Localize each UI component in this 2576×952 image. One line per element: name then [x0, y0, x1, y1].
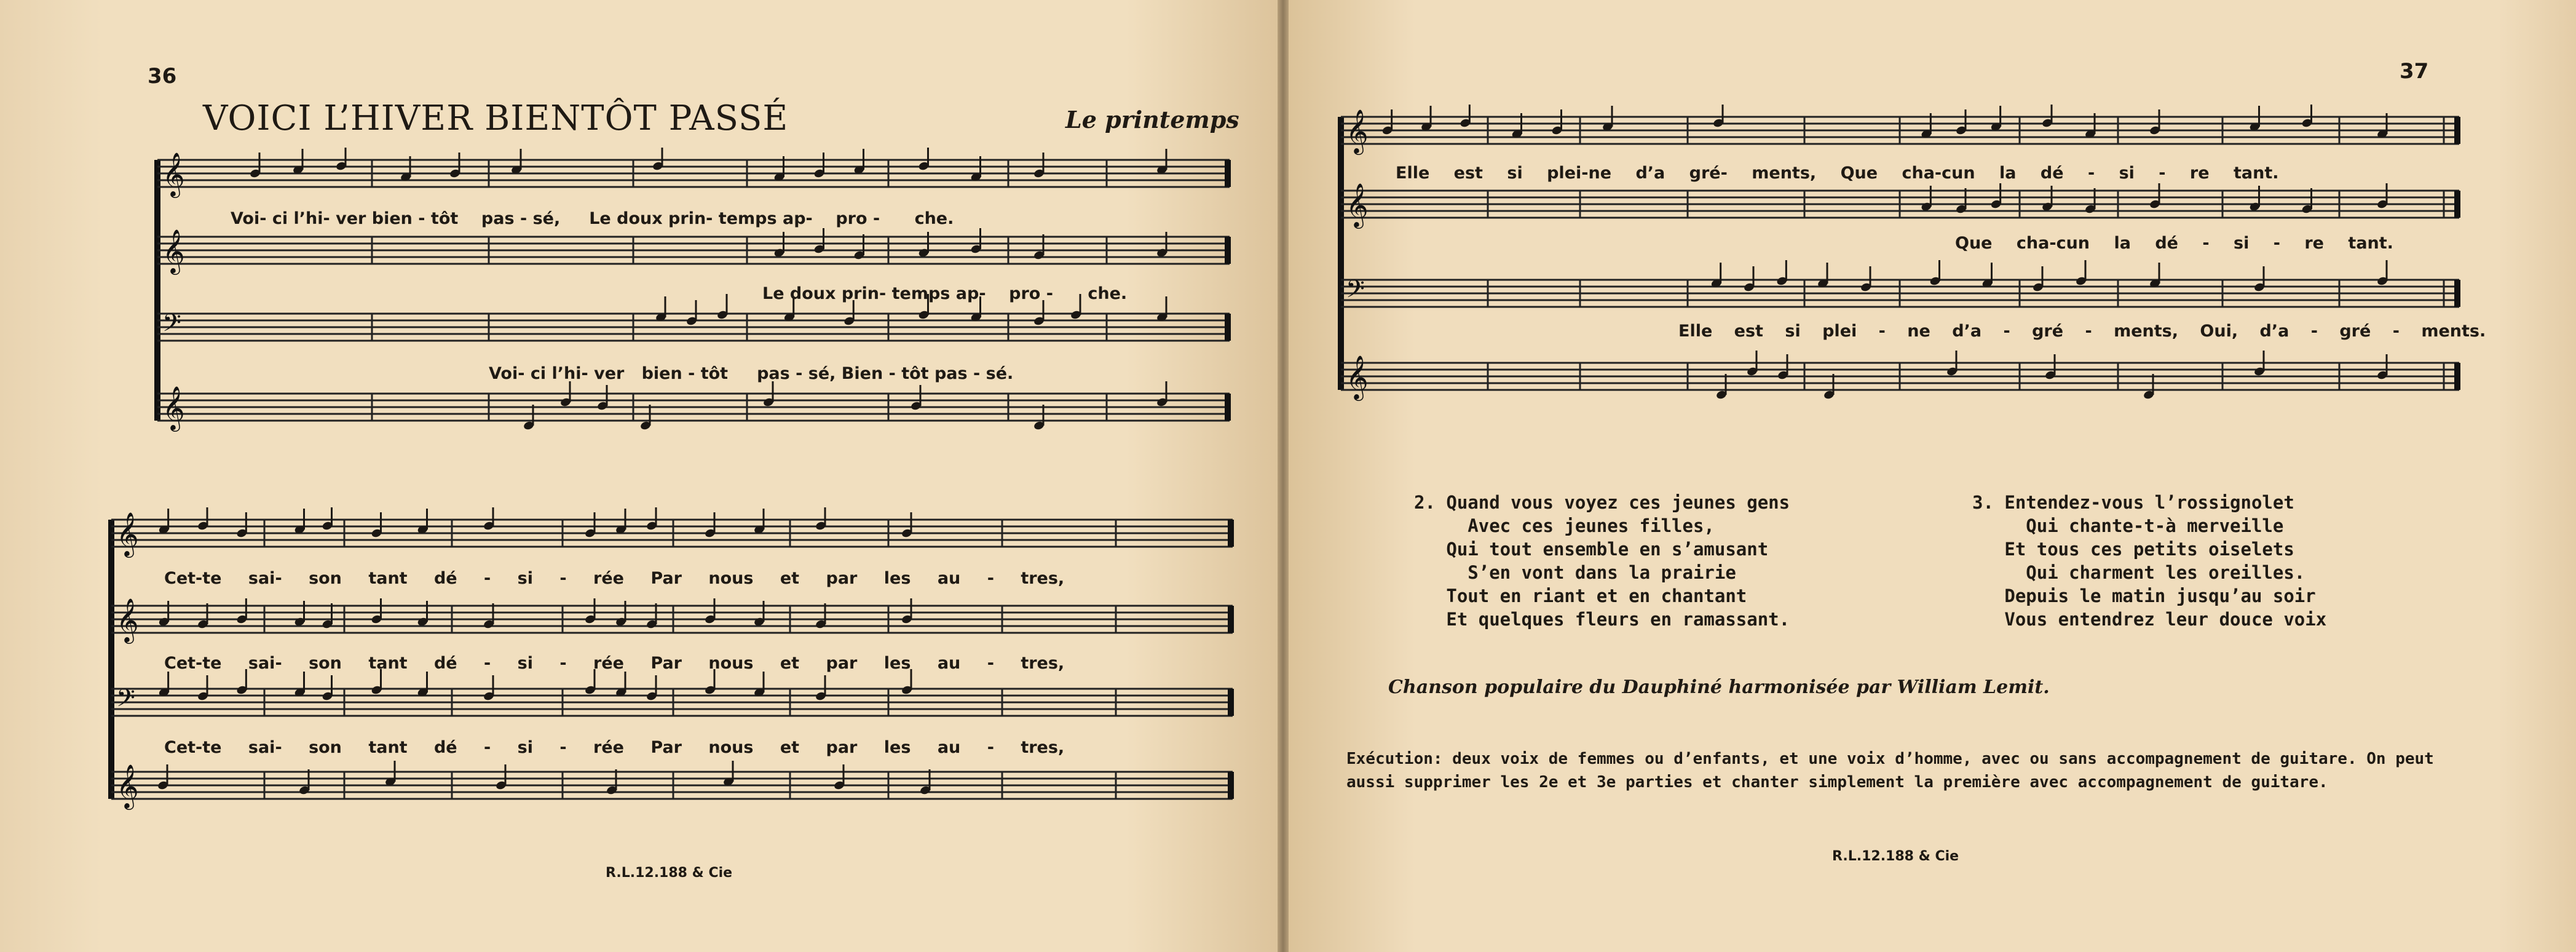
- lyrics-voice3-s2: Cet-te sai- son tant dé - si - rée Par nous et par les au - tres,: [164, 738, 1065, 757]
- treble-clef-icon: 𝄞: [116, 763, 139, 808]
- verse-line: Tout en riant et en chantant: [1414, 585, 1747, 606]
- footer-reference-left: R.L.12.188 & Cie: [606, 865, 733, 881]
- music-system-2: [108, 507, 1239, 852]
- page-number-right: 37: [2400, 59, 2429, 84]
- lyrics-voice2-s2: Cet-te sai- son tant dé - si - rée Par nous et par les au - tres,: [164, 654, 1065, 673]
- verse-line: 3. Entendez-vous l’rossignolet: [1972, 492, 2294, 513]
- treble-clef-icon: 𝄞: [162, 385, 185, 430]
- verse-3: [1972, 491, 2326, 631]
- verse-line: Et quelques fleurs en ramassant.: [1414, 609, 1790, 630]
- footer-reference-right: R.L.12.188 & Cie: [1832, 849, 1959, 864]
- verse-line: Vous entendrez leur douce voix: [1972, 609, 2327, 630]
- lyrics-voice2-s3: Que cha-cun la dé - si - re tant.: [1955, 234, 2393, 253]
- score-staves-3: [1337, 105, 2468, 437]
- treble-clef-icon: 𝄞: [162, 228, 185, 273]
- verse-line: Qui chante-t-à merveille: [1972, 515, 2284, 536]
- music-system-1: [154, 148, 1236, 449]
- music-system-3: [1337, 105, 2486, 437]
- verse-line: Avec ces jeunes filles,: [1414, 515, 1715, 536]
- bass-clef-icon: 𝄢: [116, 684, 135, 718]
- lyrics-voice1: Voi- ci l’hi- ver bien - tôt pas - sé, Le doux prin- temps ap- pro - che.: [231, 209, 954, 228]
- lyrics-voice3-s3: Elle est si plei - ne d’a - gré - ments, Oui, d’a - gré - ments.: [1678, 322, 2486, 341]
- execution-note: Exécution: deux voix de femmes ou d’enfants, et une voix d’homme, avec ou sans accompagnement de guitare. On peut aussi supprimer les 2e et 3e parties et chanter simplement la première avec accompagnement de guitare.: [1346, 750, 2434, 791]
- treble-clef-icon: 𝄞: [162, 151, 185, 196]
- verse-line: Qui tout ensemble en s’amusant: [1414, 539, 1769, 560]
- bass-clef-icon: 𝄢: [1346, 275, 1365, 309]
- lyrics-voice3: Voi- ci l’hi- ver bien - tôt pas - sé, Bien - tôt pas - sé.: [489, 364, 1014, 383]
- treble-clef-icon: 𝄞: [116, 597, 139, 642]
- treble-clef-icon: 𝄞: [1346, 182, 1369, 227]
- score-staves-2: [108, 507, 1239, 852]
- verse-2: [1414, 491, 1790, 631]
- verse-line: Et tous ces petits oiselets: [1972, 539, 2294, 560]
- lyrics-voice1-s2: Cet-te sai- son tant dé - si - rée Par nous et par les au - tres,: [164, 569, 1065, 588]
- lyrics-voice2: Le doux prin- temps ap- pro - che.: [762, 284, 1128, 303]
- treble-clef-icon: 𝄞: [1346, 354, 1369, 399]
- song-subtitle: Le printemps: [1065, 106, 1239, 133]
- treble-clef-icon: 𝄞: [116, 511, 139, 556]
- song-title: VOICI L’HIVER BIENTÔT PASSÉ: [203, 98, 789, 138]
- verse-line: Qui charment les oreilles.: [1972, 562, 2305, 583]
- bass-clef-icon: 𝄢: [162, 309, 181, 343]
- verse-line: Depuis le matin jusqu’au soir: [1972, 585, 2316, 606]
- verse-line: S’en vont dans la prairie: [1414, 562, 1736, 583]
- lyrics-voice1-s3: Elle est si plei-ne d’a gré- ments, Que cha-cun la dé - si - re tant.: [1396, 164, 2279, 183]
- book-gutter: [1278, 0, 1289, 952]
- verse-line: 2. Quand vous voyez ces jeunes gens: [1414, 492, 1790, 513]
- treble-clef-icon: 𝄞: [1346, 108, 1369, 153]
- song-credit: Chanson populaire du Dauphiné harmonisée par William Lemit.: [1388, 676, 2050, 698]
- page-number-left: 36: [148, 64, 177, 89]
